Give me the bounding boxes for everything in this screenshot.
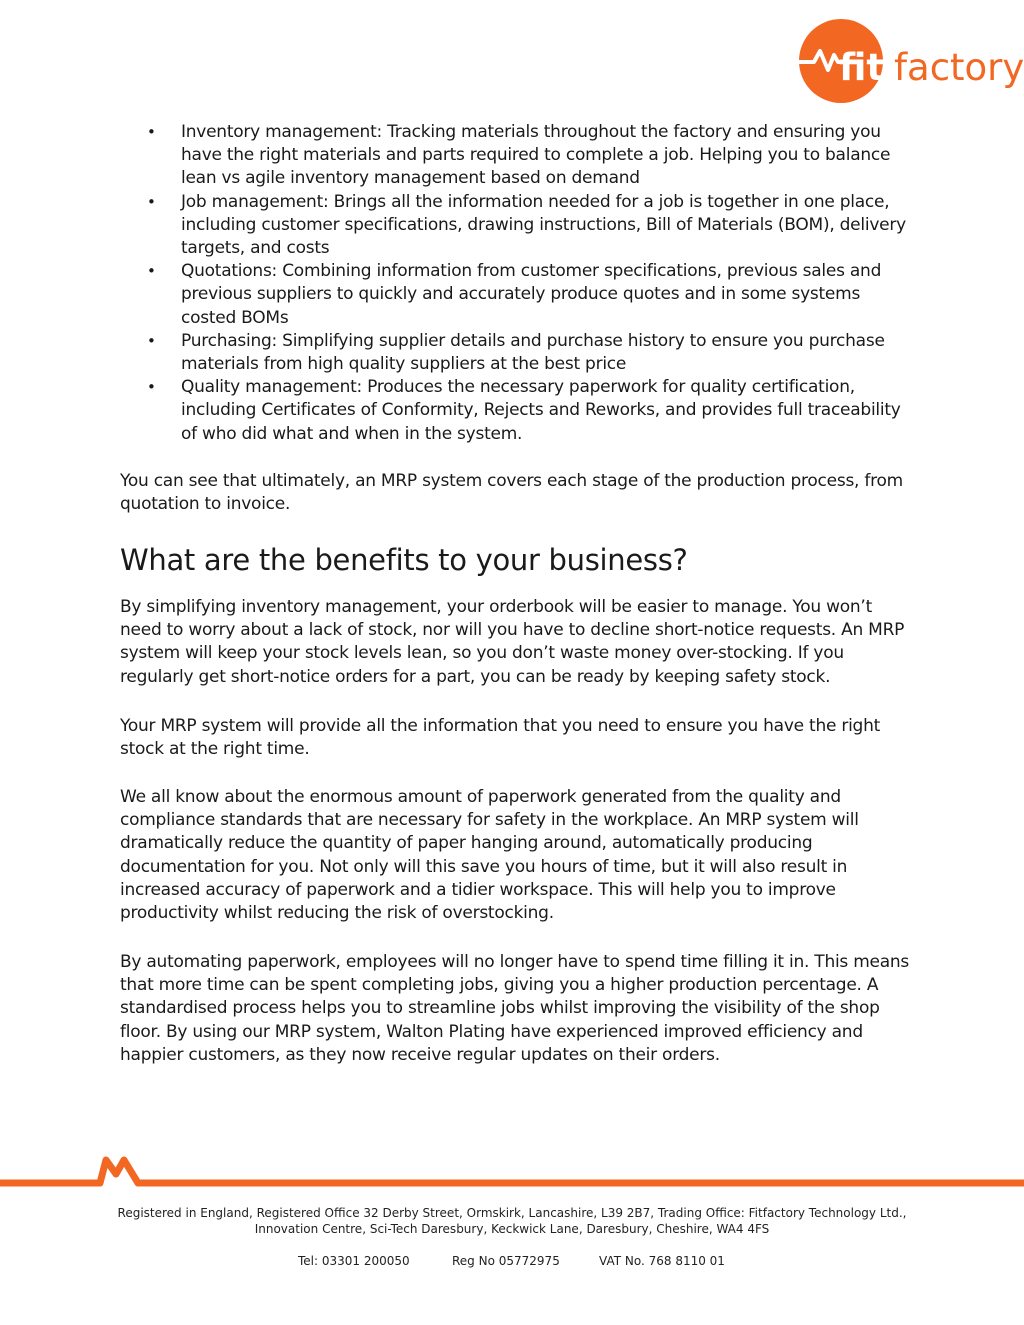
paragraph-stock: Your MRP system will provide all the information that you need to ensure you have the right stock at the right time.	[120, 716, 881, 760]
list-item: • Quality management: Produces the necessary paperwork for quality certification, including Certificates of Conformity, Rejects and Reworks, and provides full traceability of who did what and when in the system.	[147, 377, 901, 444]
paragraph-automation: By automating paperwork, employees will no longer have to spend time filling it in. This means that more time can be spent completing jobs, giving you a higher production percentage. A standardised process helps you to streamline jobs whilst improving the visibility of the shop floor. By using our MRP system, Walton Plating have experienced improved efficiency and happier customers, as they now receive regular updates on their orders.	[120, 952, 910, 1065]
list-item: • Quotations: Combining information from customer specifications, previous sales and previous suppliers to quickly and accurately produce quotes and in some systems costed BOMs	[147, 261, 882, 328]
paragraph-paperwork: We all know about the enormous amount of paperwork generated from the quality and compliance standards that are necessary for safety in the workplace. An MRP system will dramatically reduce the quantity of paper hanging around, automatically producing documentation for you. Not only will this save you hours of time, but it will also result in increased accuracy of paperwork and a tidier workspace. This will help you to improve productivity whilst reducing the risk of overstocking.	[120, 787, 859, 924]
fitfactory-logo	[798, 18, 1024, 104]
bullet-icon: •	[147, 262, 156, 281]
paragraph-inventory: By simplifying inventory management, your orderbook will be easier to manage. You won’t need to worry about a lack of stock, nor will you have to decline short-notice requests. An MRP system will keep your stock levels lean, so you don’t waste money over-stocking. If you regularly get short-notice orders for a part, you can be ready by keeping safety stock.	[120, 597, 905, 687]
list-item: • Inventory management: Tracking materials throughout the factory and ensuring you have the right materials and parts required to complete a job. Helping you to balance lean vs agile inventory management based on demand	[147, 122, 891, 189]
list-item: • Purchasing: Simplifying supplier details and purchase history to ensure you purchase materials from high quality suppliers at the best price	[147, 330, 885, 375]
logo-text-light: factory	[894, 46, 1024, 89]
logo-text-bold: fit	[839, 46, 885, 89]
bullet-icon: •	[147, 331, 156, 350]
bullet-icon: •	[147, 123, 156, 141]
telephone: Tel: 03301 200050	[298, 1254, 410, 1268]
bullet-icon: •	[147, 378, 156, 397]
footer-divider	[0, 1150, 1024, 1192]
summary-paragraph: You can see that ultimately, an MRP system covers each stage of the production process, from quotation to invoice.	[120, 471, 903, 515]
feature-list	[120, 121, 920, 446]
section-heading: What are the benefits to your business?	[120, 543, 688, 577]
vat-number: VAT No. 768 8110 01	[599, 1254, 725, 1268]
bullet-icon: •	[147, 192, 156, 211]
trading-office-line: Innovation Centre, Sci-Tech Daresbury, Keckwick Lane, Daresbury, Cheshire, WA4 4FS	[254, 1222, 770, 1236]
registration-number: Reg No 05772975	[452, 1254, 560, 1268]
list-item: • Job management: Brings all the information needed for a job is together in one place, including customer specifications, drawing instructions, Bill of Materials (BOM), delivery targets, and costs	[147, 191, 906, 259]
registered-office-line: Registered in England, Registered Office 32 Derby Street, Ormskirk, Lancashire, L39 2B7, Trading Office: Fitfactory Technology Ltd.,	[117, 1206, 907, 1220]
